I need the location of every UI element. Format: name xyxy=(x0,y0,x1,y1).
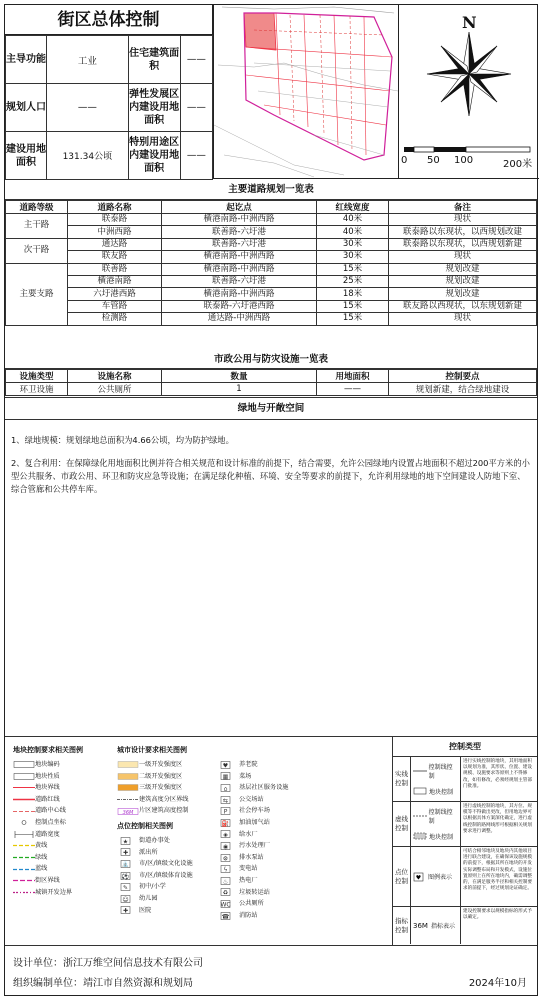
util-count: 1 xyxy=(162,383,317,396)
legend-item-label: 医院 xyxy=(139,906,152,914)
legend-item xyxy=(117,847,193,859)
road-note: 规划改建 xyxy=(389,263,537,275)
legend-item xyxy=(13,875,72,887)
road-header: 备注 xyxy=(389,201,537,214)
road-header: 道路等级 xyxy=(6,201,68,214)
svg-text:✚: ✚ xyxy=(122,907,129,915)
svg-text:♥: ♥ xyxy=(222,762,229,769)
area-label: 建设用地面积 xyxy=(6,132,47,180)
scale-tick-100: 100 xyxy=(454,155,474,166)
svg-text:⛲: ⛲ xyxy=(121,861,130,868)
control-row xyxy=(393,757,537,802)
util-type: 环卫设施 xyxy=(6,383,68,396)
res-label: 住宅建筑面积 xyxy=(128,36,180,84)
control-b: 图例表示 xyxy=(428,874,453,881)
legend-item-icon xyxy=(13,761,35,768)
svg-text:♻: ♻ xyxy=(222,889,229,897)
control-sample xyxy=(411,802,461,846)
legend-item-label: 道路红线 xyxy=(35,795,60,803)
road-name: 横港南路 xyxy=(68,275,162,287)
road-header: 红线宽度 xyxy=(317,201,389,214)
legend-item-icon xyxy=(217,888,239,896)
legend-item-label: 建筑高度分区界线 xyxy=(139,795,189,803)
road-name: 中洲西路 xyxy=(68,226,162,238)
legend-item-label: 消防站 xyxy=(239,911,258,919)
road-width: 15米 xyxy=(317,313,389,325)
legend-item-icon xyxy=(117,761,139,768)
legend-item xyxy=(217,910,289,922)
legend-item-label: 菜场 xyxy=(239,772,252,780)
utilities-table xyxy=(5,369,537,396)
legend-item-icon xyxy=(117,848,139,856)
legend-item-label: 热电厂 xyxy=(239,876,258,884)
util-area: —— xyxy=(317,383,389,396)
legend-item-icon xyxy=(13,784,35,791)
road-header: 道路名称 xyxy=(68,201,162,214)
footer xyxy=(5,945,537,995)
road-span: 联善路-六圩港 xyxy=(162,238,317,250)
legend-item-icon xyxy=(117,837,139,845)
legend-item xyxy=(217,771,289,783)
svg-text:✎: ✎ xyxy=(122,884,129,892)
control-sample xyxy=(411,757,461,801)
legend-item-label: 排水泵站 xyxy=(239,853,264,861)
legend-col2b xyxy=(117,835,193,916)
legend-item-label: 地块性质 xyxy=(35,772,60,780)
green-title: 绿地与开敞空间 xyxy=(5,398,537,420)
legend-item xyxy=(117,881,193,893)
legend-item-label: 城镇开发边界 xyxy=(35,888,73,896)
legend-item-label: 地块编码 xyxy=(35,761,60,768)
svg-text:☎: ☎ xyxy=(221,913,230,920)
road-name: 检测路 xyxy=(68,313,162,325)
legend-item-icon xyxy=(117,808,139,815)
table-row xyxy=(6,288,537,300)
road-width: 18米 xyxy=(317,288,389,300)
res-value: —— xyxy=(180,36,212,84)
legend-item-icon xyxy=(117,883,139,891)
legend-item-icon xyxy=(13,808,35,815)
legend-item xyxy=(217,898,289,910)
legend-item-icon xyxy=(217,772,239,780)
road-span: 横港南路-中洲西路 xyxy=(162,251,317,263)
svg-text:36M: 36M xyxy=(122,809,134,815)
legend-item-icon xyxy=(217,807,239,815)
roads-table xyxy=(5,200,537,326)
svg-text:P: P xyxy=(223,808,228,816)
legend-item-icon xyxy=(217,865,239,873)
legend-col1-title: 地块控制要求相关图例 xyxy=(13,746,83,754)
legend-item xyxy=(217,887,289,899)
block-sample-icon xyxy=(413,832,427,840)
svg-text:◉: ◉ xyxy=(222,843,229,850)
control-sample xyxy=(411,907,461,944)
road-span: 通达路-中洲西路 xyxy=(162,313,317,325)
control-type: 虚线控制 xyxy=(393,802,411,846)
svg-text:✚: ✚ xyxy=(122,849,129,857)
legend-item-label: 社会停车场 xyxy=(239,807,270,815)
scale-tick-0: 0 xyxy=(401,155,408,166)
road-name: 六圩港西路 xyxy=(68,288,162,300)
legend-item xyxy=(217,875,289,887)
svg-text:★: ★ xyxy=(122,838,129,845)
legend-item-label: 垃圾转运站 xyxy=(239,888,270,896)
road-name: 联友路 xyxy=(68,251,162,263)
road-width: 15米 xyxy=(317,300,389,312)
legend-item-icon xyxy=(13,773,35,780)
legend-item xyxy=(217,805,289,817)
legend-item xyxy=(117,782,189,794)
road-span: 联善路-六圩港 xyxy=(162,275,317,287)
legend-item xyxy=(117,805,189,817)
special-label: 特别用途区内建设用地面积 xyxy=(128,132,180,180)
highlight-block xyxy=(244,13,276,50)
road-width: 25米 xyxy=(317,275,389,287)
control-desc: 进行实线控制的地块，其用地面积以规划为准，其形状、位置、建设规模、设施要求等原则上不得修改，如有修改，必须经规划主管部门批准。 xyxy=(463,759,532,789)
legend-item-label: 绿线 xyxy=(35,853,48,861)
legend-item xyxy=(13,771,72,783)
legend-item-label: 污水处理厂 xyxy=(239,842,270,850)
road-note: 规划改建 xyxy=(389,275,537,287)
road-name: 联善路 xyxy=(68,263,162,275)
control-type: 指标控制 xyxy=(393,907,411,944)
legend-item xyxy=(217,852,289,864)
legend-item-icon xyxy=(117,796,139,803)
org-unit: 组织编制单位：靖江市自然资源和规划局 xyxy=(13,978,193,989)
legend-item-icon xyxy=(217,796,239,804)
page-title: 街区总体控制 xyxy=(5,5,213,35)
legend-item-icon xyxy=(217,912,239,920)
legend-item xyxy=(13,782,72,794)
legend-item xyxy=(13,852,72,864)
legend-item-icon xyxy=(117,773,139,780)
legend-item-icon xyxy=(13,831,35,838)
control-desc: 建设控制要求以规模指标的形式予以确定。 xyxy=(463,909,532,921)
legend-item-label: 给水厂 xyxy=(239,830,258,838)
compass-icon xyxy=(424,29,514,119)
special-value: —— xyxy=(180,132,212,180)
block-sample-icon xyxy=(413,787,427,795)
control-b: 指标表示 xyxy=(430,923,455,930)
legend-item xyxy=(217,759,289,771)
legend-item xyxy=(13,817,72,829)
legend-item xyxy=(117,870,193,882)
legend-item-label: 地块界线 xyxy=(35,784,60,792)
road-span: 联泰路-六圩港西路 xyxy=(162,300,317,312)
legend-item-label: 二级开发强度区 xyxy=(139,772,183,780)
road-grade: 主干路 xyxy=(6,214,68,239)
table-row xyxy=(6,263,537,275)
svg-text:WC: WC xyxy=(220,901,231,908)
legend-item-icon xyxy=(13,889,35,896)
legend-col2b-title: 点位控制相关图例 xyxy=(117,822,173,830)
control-sample xyxy=(411,847,461,906)
svg-text:⚙: ⚙ xyxy=(222,855,229,862)
svg-text:ϟ: ϟ xyxy=(223,866,228,874)
pop-label: 规划人口 xyxy=(6,84,47,132)
legend-item xyxy=(217,840,289,852)
road-span: 联善路-六圩港 xyxy=(162,226,317,238)
svg-text:⚽: ⚽ xyxy=(121,873,130,880)
svg-text:⛽: ⛽ xyxy=(221,820,230,827)
legend-col1 xyxy=(13,759,72,898)
control-b: 地块控制 xyxy=(429,788,454,796)
control-type: 实线控制 xyxy=(393,757,411,801)
control-row xyxy=(393,802,537,847)
legend-item-label: 养老院 xyxy=(239,761,258,768)
svg-text:♥: ♥ xyxy=(415,874,422,881)
control-row xyxy=(393,847,537,907)
table-row xyxy=(6,313,537,325)
legend-item-label: 变电站 xyxy=(239,865,258,873)
table-row xyxy=(6,214,537,226)
legend-item-label: 市/区/镇级文化设施 xyxy=(139,860,193,868)
legend-item xyxy=(117,835,193,847)
road-width: 40米 xyxy=(317,226,389,238)
legend-item-label: 黄线 xyxy=(35,842,48,850)
svg-text:⌂: ⌂ xyxy=(223,785,228,792)
legend-item-label: 街区界线 xyxy=(35,876,60,884)
legend-col2-title: 城市设计要求相关图例 xyxy=(117,746,187,754)
roads-title: 主要道路规划一览表 xyxy=(5,179,537,200)
road-width: 30米 xyxy=(317,251,389,263)
legend-item-label: 市/区/镇级体育设施 xyxy=(139,871,193,879)
legend-item-label: 街道办事处 xyxy=(139,837,170,844)
legend-item xyxy=(117,794,189,806)
legend-item-icon xyxy=(217,784,239,792)
table-row xyxy=(6,383,537,396)
util-header: 用地面积 xyxy=(317,370,389,383)
info-table xyxy=(5,35,213,179)
road-name: 车管路 xyxy=(68,300,162,312)
utilities-title: 市政公用与防灾设施一览表 xyxy=(5,350,537,369)
legend-item-label: 三级开发强度区 xyxy=(139,784,183,792)
legend-item-icon xyxy=(117,860,139,868)
elastic-label: 弹性发展区内建设用地面积 xyxy=(128,84,180,132)
road-grade: 主要支路 xyxy=(6,263,68,325)
func-value: 工业 xyxy=(47,36,129,84)
control-a: 36M xyxy=(413,921,428,930)
legend-item xyxy=(13,805,72,817)
road-width: 15米 xyxy=(317,263,389,275)
legend-item-icon xyxy=(217,819,239,827)
road-span: 横港南路-中洲西路 xyxy=(162,263,317,275)
legend-item xyxy=(13,863,72,875)
legend-item-label: 初中/小学 xyxy=(139,883,166,891)
elastic-value: —— xyxy=(180,84,212,132)
svg-text:◈: ◈ xyxy=(223,831,228,839)
road-note: 联友路以西现状，以东规划新建 xyxy=(389,300,537,312)
road-note: 联泰路以东现状，以西规划改建 xyxy=(389,226,537,238)
road-grade: 次干路 xyxy=(6,238,68,263)
legend-item-icon xyxy=(117,895,139,903)
design-unit: 设计单位：浙江万维空间信息技术有限公司 xyxy=(13,958,203,969)
legend-item-icon xyxy=(217,830,239,838)
road-name: 通达路 xyxy=(68,238,162,250)
table-row xyxy=(6,275,537,287)
legend-item xyxy=(217,829,289,841)
legend-item-label: 道路宽度 xyxy=(35,830,60,838)
legend-item xyxy=(217,794,289,806)
control-rows xyxy=(393,757,537,944)
legend-item-icon xyxy=(13,854,35,861)
road-note: 联泰路以东现状，以西规划新建 xyxy=(389,238,537,250)
control-b: 地块控制 xyxy=(429,833,454,841)
scale-tick-50: 50 xyxy=(427,155,440,166)
legend-item-label: 公共厕所 xyxy=(239,900,264,908)
table-row xyxy=(6,226,537,238)
legend-item-label: 加油加气站 xyxy=(239,818,270,826)
legend-item xyxy=(117,858,193,870)
legend-panel xyxy=(5,737,393,945)
legend-item-label: 道路中心线 xyxy=(35,807,66,815)
road-note: 现状 xyxy=(389,313,537,325)
legend-item-icon xyxy=(117,906,139,914)
control-desc: 进行虚线控制的地块，其方位、规模等不得做出更改，但用地边界可以根据具体方案深化确定，进行虚线控制的路网线形可根据相关规划要求进行调整。 xyxy=(463,804,532,834)
legend-item xyxy=(217,782,289,794)
legend-item-icon xyxy=(217,877,239,885)
util-header: 控制要点 xyxy=(389,370,537,383)
road-note: 现状 xyxy=(389,214,537,226)
legend-item-icon xyxy=(217,900,239,908)
util-point: 规划新建，结合绿地建设 xyxy=(389,383,537,396)
legend-item-label: 片区建筑高度控制 xyxy=(139,807,189,815)
control-a: 控制线控制 xyxy=(428,764,453,781)
legend-item xyxy=(13,829,72,841)
func-label: 主导功能 xyxy=(6,36,47,84)
legend-item-icon xyxy=(13,877,35,884)
pop-value: —— xyxy=(47,84,129,132)
legend-item xyxy=(13,794,72,806)
road-width: 40米 xyxy=(317,214,389,226)
legend-item xyxy=(217,863,289,875)
area-value: 131.34公顷 xyxy=(47,132,129,180)
control-row xyxy=(393,907,537,944)
footer-date: 2024年10月 xyxy=(468,978,527,989)
north-scale-panel xyxy=(399,5,539,179)
legend-col2 xyxy=(117,759,189,817)
road-header: 起讫点 xyxy=(162,201,317,214)
green-para-1: 1、绿地规模：规划绿地总面积为4.66公顷，均为防护绿地。 xyxy=(11,435,234,445)
legend-item-icon xyxy=(217,761,239,769)
legend-item-icon xyxy=(13,819,35,826)
control-desc: 可结合相邻地块及地块内其他项目进行联合建设，在确保该设施规模的前提下，根据其所在地块的开发实际调整布局和开发模式，设施位置原则上在所在地块内，确需调整的，在满足服务半径和相关控制要求的前提下，经过规划论证确定。 xyxy=(463,849,532,892)
legend-item xyxy=(217,817,289,829)
util-name: 公共厕所 xyxy=(68,383,162,396)
legend-item-icon xyxy=(13,866,35,873)
legend-item xyxy=(117,771,189,783)
legend-item-icon xyxy=(217,842,239,850)
legend-item-icon xyxy=(217,854,239,862)
legend-item-label: 一级开发强度区 xyxy=(139,761,183,768)
legend-item-label: 派出所 xyxy=(139,848,158,856)
svg-text:⇆: ⇆ xyxy=(222,797,229,804)
scale-tick-200: 200米 xyxy=(503,159,533,170)
control-a: 控制线控制 xyxy=(428,809,453,826)
legend-item-icon xyxy=(117,784,139,791)
legend-item-icon xyxy=(117,872,139,880)
legend-item xyxy=(13,887,72,899)
legend-item-icon xyxy=(13,796,35,803)
utilities-section xyxy=(5,350,537,396)
legend-item-icon xyxy=(13,842,35,849)
control-panel xyxy=(393,737,537,945)
util-header: 数量 xyxy=(162,370,317,383)
svg-text:♨: ♨ xyxy=(222,878,229,885)
table-row xyxy=(6,238,537,250)
road-name: 联泰路 xyxy=(68,214,162,226)
line-sample-icon xyxy=(413,769,427,773)
block-map xyxy=(213,5,399,179)
line-sample-icon xyxy=(413,814,427,818)
legend-item-label: 公交场站 xyxy=(239,795,264,803)
legend-col3 xyxy=(217,759,289,921)
green-para-2: 2、复合利用：在保障绿化用地面积比例并符合相关规范和设计标准的前提下，结合需要，允许公园绿地内设置占地面积不超过200平方米的小型公共服务、市政公用、环卫和防灾应急等设施；在满足绿化种植、环境、安全等要求的前提下，允许利用绿地的地下空间建设人防地下室、综合管廊和公共停车库。 xyxy=(11,458,530,494)
table-row xyxy=(6,251,537,263)
road-span: 横港南路-中洲西路 xyxy=(162,214,317,226)
road-note: 规划改建 xyxy=(389,288,537,300)
legend-item-label: 基层社区服务设施 xyxy=(239,784,289,792)
green-section xyxy=(5,397,537,737)
svg-text:☺: ☺ xyxy=(122,896,129,903)
map-svg xyxy=(214,5,399,179)
util-header: 设施类型 xyxy=(6,370,68,383)
util-header: 设施名称 xyxy=(68,370,162,383)
road-width: 30米 xyxy=(317,238,389,250)
roads-section xyxy=(5,179,537,326)
legend-item-label: 蓝线 xyxy=(35,865,48,873)
legend-item-label: 幼儿园 xyxy=(139,894,158,902)
road-span: 横港南路-中洲西路 xyxy=(162,288,317,300)
legend-item xyxy=(117,893,193,905)
legend-item-label: 控制点坐标 xyxy=(35,818,66,826)
legend-item xyxy=(13,759,72,771)
table-row xyxy=(6,300,537,312)
control-title: 控制类型 xyxy=(393,737,537,757)
svg-text:▦: ▦ xyxy=(222,773,229,781)
legend-item xyxy=(13,840,72,852)
road-note: 现状 xyxy=(389,251,537,263)
legend-item xyxy=(117,759,189,771)
control-type: 点位控制 xyxy=(393,847,411,906)
scale-bar xyxy=(403,145,533,155)
point-sample-icon xyxy=(413,872,425,882)
legend-item xyxy=(117,905,193,917)
north-label: N xyxy=(462,13,477,32)
